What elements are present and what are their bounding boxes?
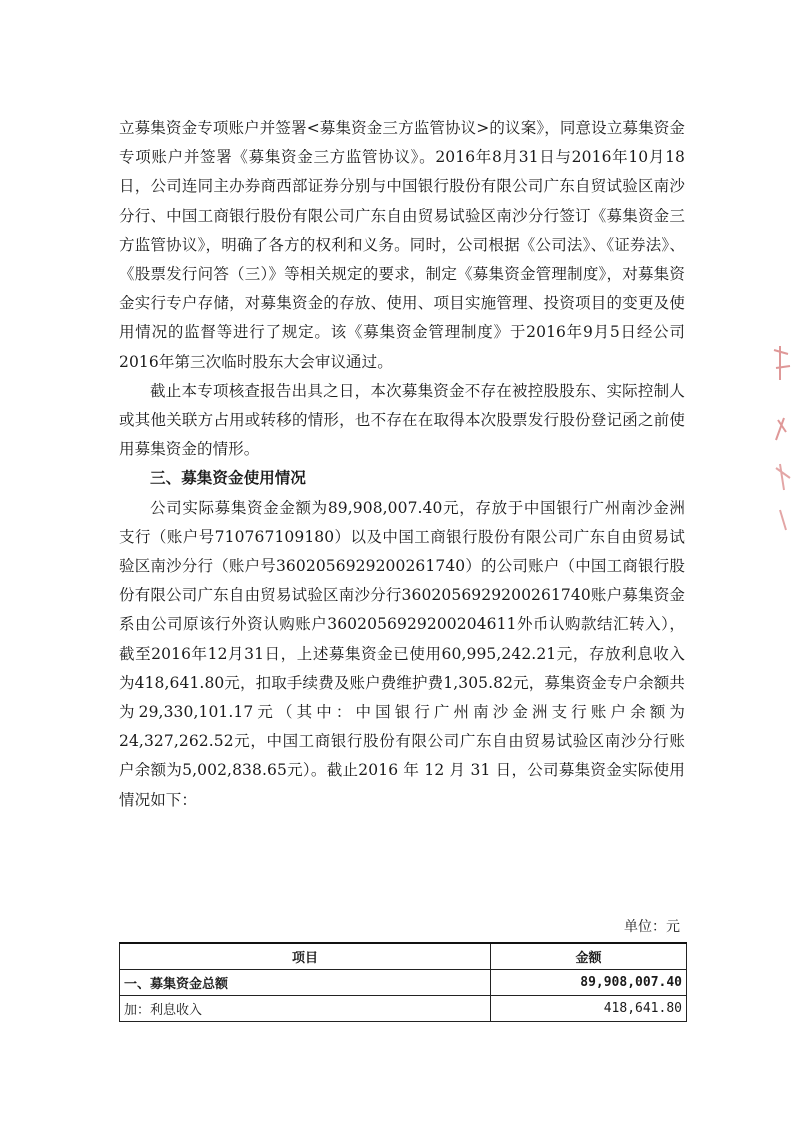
table-row	[120, 970, 687, 996]
row-amount: 89,908,007.40	[491, 970, 687, 996]
paragraph-fund-usage: 公司实际募集资金金额为89,908,007.40元，存放于中国银行广州南沙金洲支行（账户号710767109180）以及中国工商银行股份有限公司广东自由贸易试验区南沙分行（账户号3602056929200261740）的公司账户（中国工商银行股份有限公司广东自由贸易试验区南沙分行3602056929200261740账户募集资金系由公司原该行外资认购账户3602056929200204611外币认购款结汇转入），截至2016年12月31日，上述募集资金已使用60,995,242.21元，存放利息收入为418,641.80元，扣取手续费及账户费维护费1,305.82元，募集资金专户余额共为29,330,101.17元（其中：中国银行广州南沙金洲支行账户余额为24,327,262.52元，中国工商银行股份有限公司广东自由贸易试验区南沙分行账户余额为5,002,838.65元）。截止2016 年 12 月 31 日，公司募集资金实际使用情况如下：	[119, 498, 685, 809]
header-amount: 金额	[491, 943, 687, 970]
table-header-row	[120, 943, 687, 970]
fund-usage-table	[119, 942, 687, 1022]
row-item-label: 一、募集资金总额	[120, 970, 491, 996]
row-item-label: 加：利息收入	[120, 996, 491, 1022]
section-heading: 三、募集资金使用情况	[150, 469, 307, 488]
header-item: 项目	[120, 943, 491, 970]
unit-label: 单位：元	[624, 919, 680, 935]
table-row	[120, 996, 687, 1022]
seal-fragment	[766, 340, 800, 540]
row-amount: 418,641.80	[491, 996, 687, 1022]
paragraph-regulatory-agreement: 立募集资金专项账户并签署<募集资金三方监管协议>的议案》，同意设立募集资金专项账户并签署《募集资金三方监管协议》。2016年8月31日与2016年10月18日，公司连同主办券商西部证券分别与中国银行股份有限公司广东自贸试验区南沙分行、中国工商银行股份有限公司广东自由贸易试验区南沙分行签订《募集资金三方监管协议》，明确了各方的权利和义务。同时，公司根据《公司法》、《证券法》、《股票发行问答（三）》等相关规定的要求，制定《募集资金管理制度》，对募集资金实行专户存储，对募集资金的存放、使用、项目实施管理、投资项目的变更及使用情况的监督等进行了规定。该《募集资金管理制度》于2016年9月5日经公司2016年第三次临时股东大会审议通过。	[119, 119, 685, 371]
paragraph-no-misuse: 截止本专项核查报告出具之日，本次募集资金不存在被控股股东、实际控制人或其他关联方占用或转移的情形，也不存在在取得本次股票发行股份登记函之前使用募集资金的情形。	[119, 381, 685, 459]
body-text	[119, 114, 685, 815]
